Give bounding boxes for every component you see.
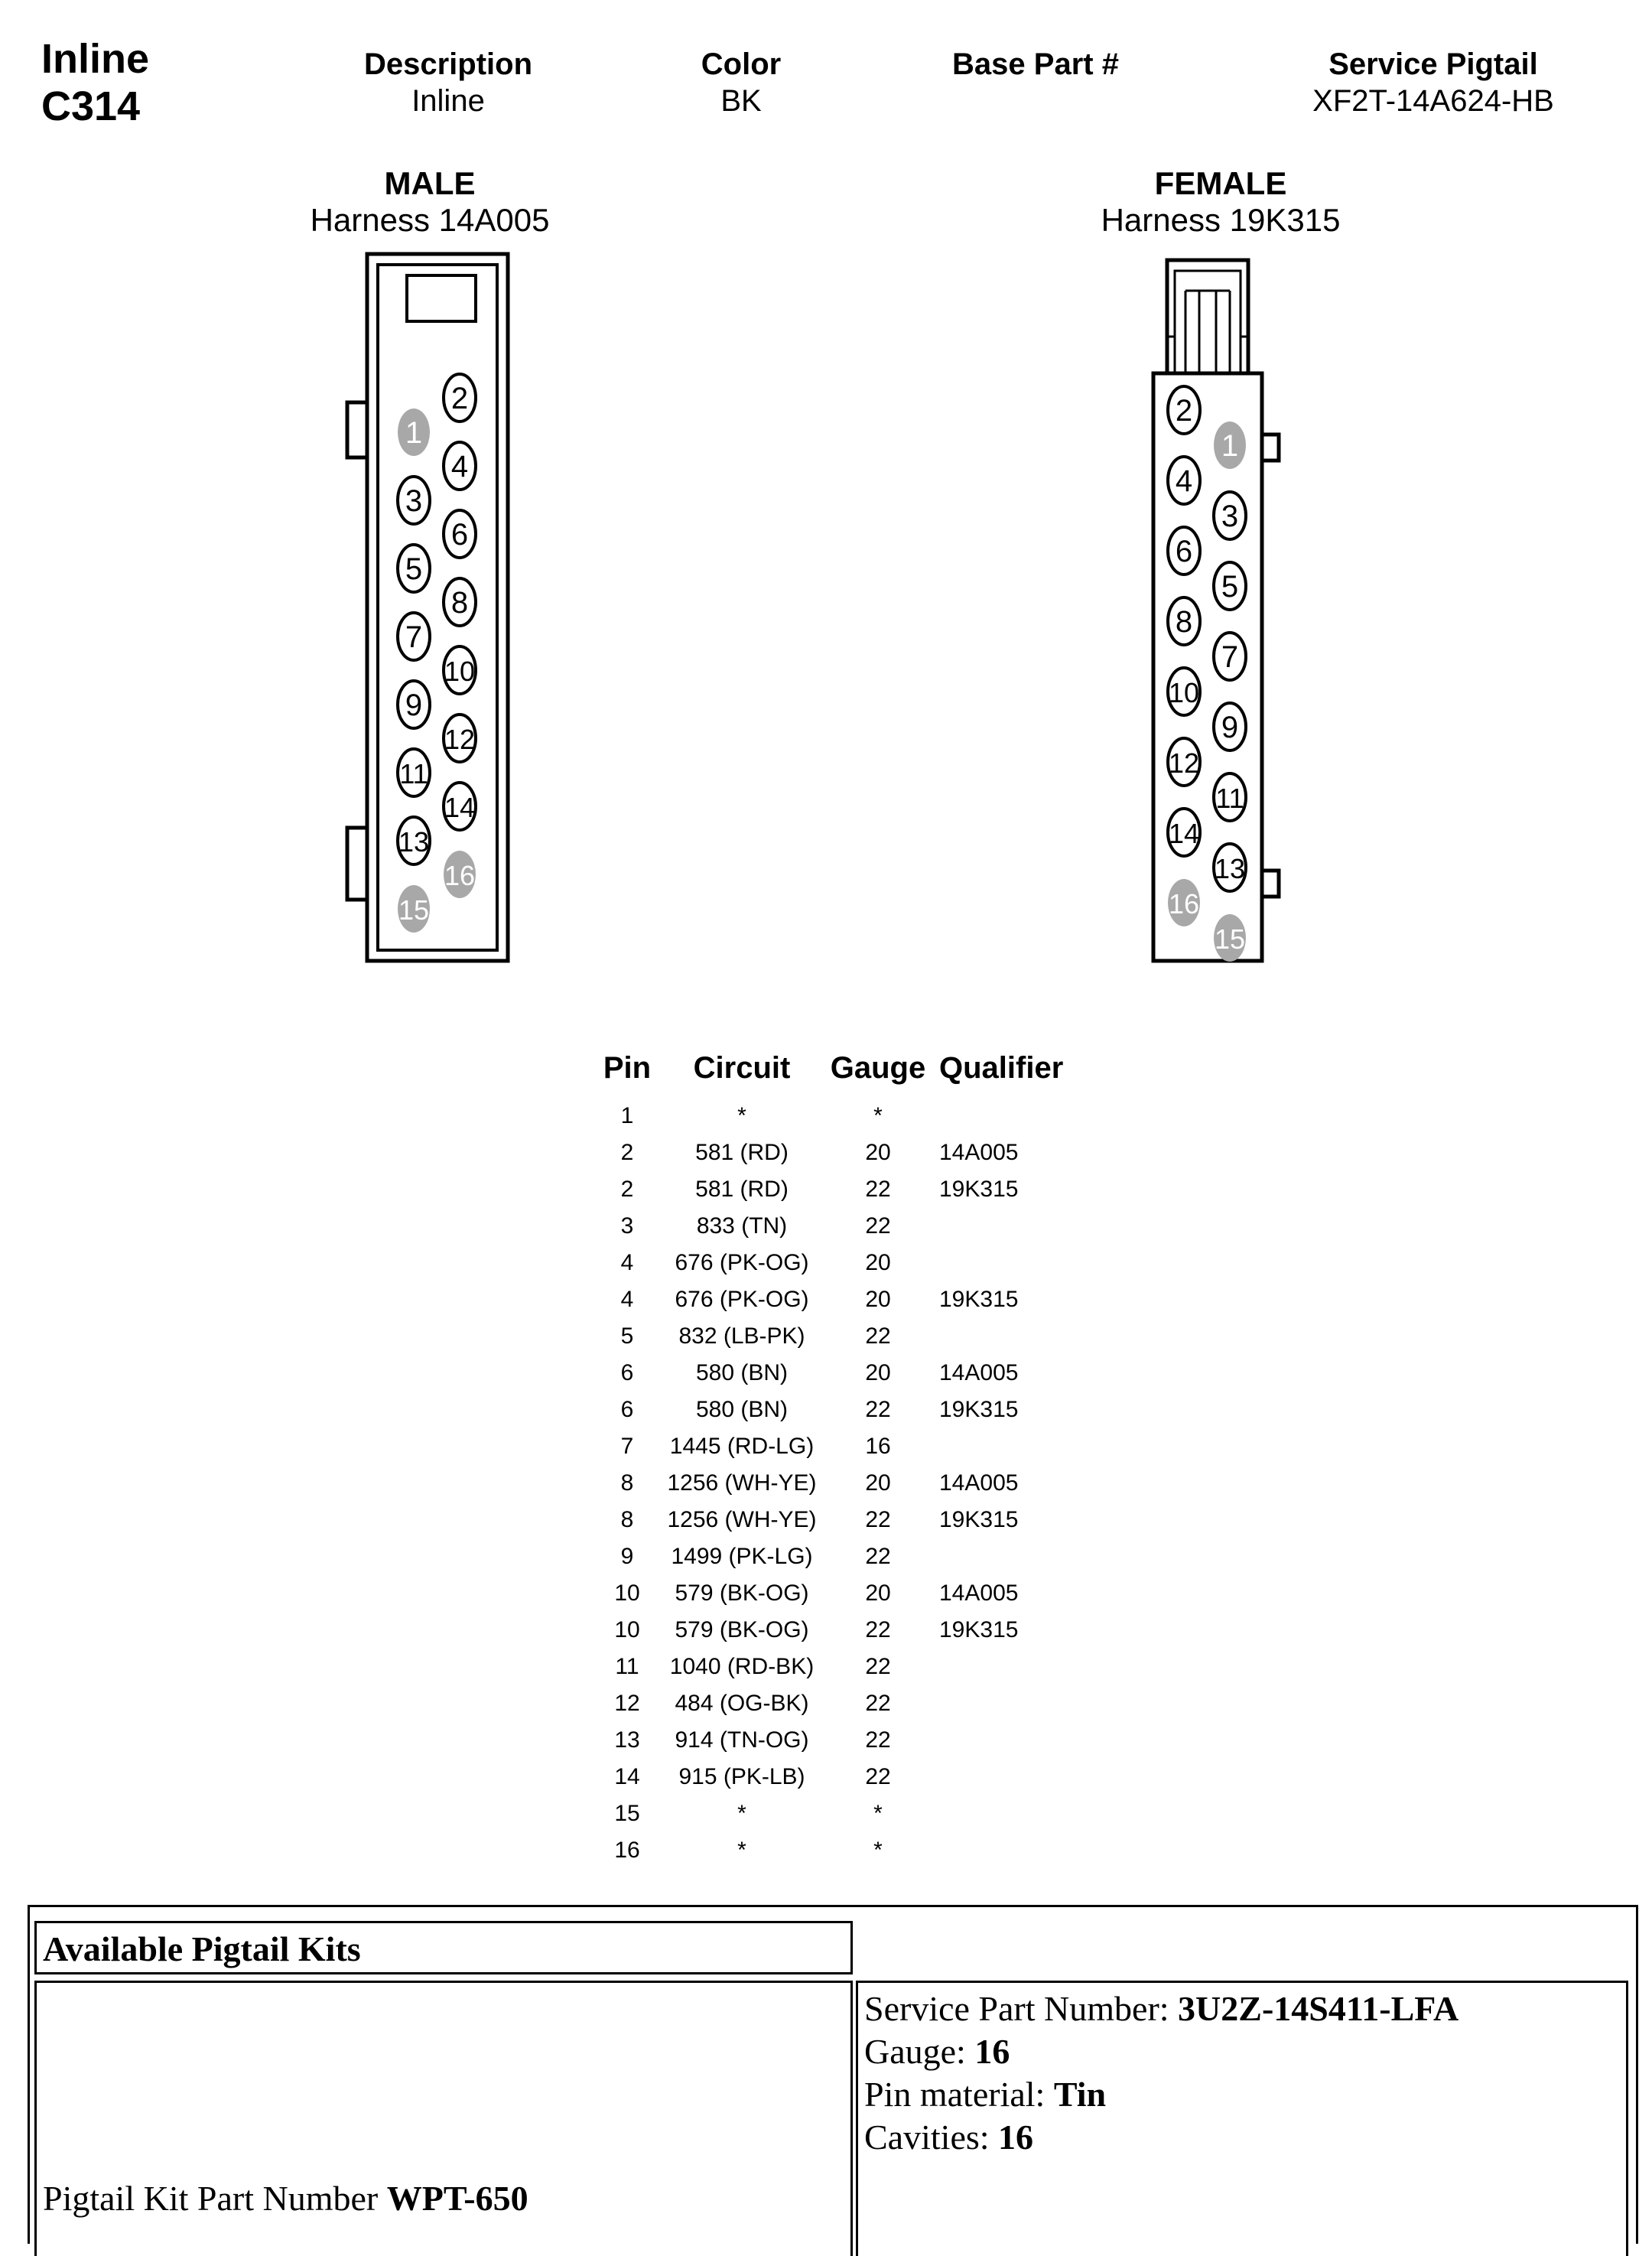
gauge-cell: 22 (865, 1617, 891, 1642)
female-cavity-label: 4 (1175, 464, 1193, 498)
male-connector-diagram (337, 245, 535, 972)
female-harness: Harness 19K315 (1101, 202, 1341, 238)
male-cavity-1 (398, 409, 430, 456)
circuit-cell: * (737, 1103, 746, 1128)
circuit-cell: * (737, 1801, 746, 1826)
pin-cell: 14 (614, 1764, 640, 1789)
female-cavity-label: 12 (1168, 747, 1200, 779)
male-cavity-16 (444, 851, 476, 898)
female-cavity-label: 11 (1215, 783, 1244, 814)
female-cavity-13 (1214, 844, 1246, 891)
gauge-cell: 22 (865, 1323, 891, 1349)
female-connector-label (1022, 165, 1419, 239)
pin-cell: 1 (620, 1103, 634, 1128)
female-cavity-7 (1214, 633, 1246, 680)
service-part-number: Service Part Number: 3U2Z-14S411-LFA (864, 1989, 1459, 2028)
circuit-cell: 833 (TN) (696, 1213, 788, 1239)
gauge-cell: 22 (865, 1764, 891, 1789)
male-cavity-label: 15 (398, 894, 430, 926)
pin-header: Pin (603, 1051, 652, 1085)
circuit-cell: 580 (BN) (695, 1360, 789, 1385)
gauge-cell: 20 (865, 1581, 891, 1606)
qualifier-cell: 19K315 (939, 1507, 1019, 1532)
male-cavity-label: 1 (405, 416, 423, 450)
female-cavity-1 (1214, 422, 1246, 469)
male-cavity-label: 7 (405, 620, 423, 654)
circuit-cell: 676 (PK-OG) (675, 1250, 809, 1275)
circuit-header: Circuit (693, 1051, 791, 1085)
color-value: BK (720, 84, 762, 118)
gauge-cell: 22 (865, 1727, 891, 1753)
kit-gauge: Gauge: 16 (864, 2032, 1010, 2071)
female-connector-diagram (1137, 245, 1335, 972)
gauge-cell: * (873, 1801, 883, 1826)
female-cavity-9 (1214, 703, 1246, 750)
kit-label: Pigtail Kit Part Number (43, 2179, 379, 2218)
male-cavity-label: 8 (450, 586, 469, 620)
female-cavity-2 (1168, 386, 1200, 434)
male-cavity-label: 10 (444, 656, 476, 687)
pin-cell: 7 (620, 1434, 634, 1459)
pin-cell: 9 (620, 1544, 634, 1569)
female-gender: FEMALE (1154, 165, 1287, 201)
qualifier-cell: 19K315 (939, 1287, 1019, 1312)
circuit-cell: 580 (BN) (695, 1397, 789, 1422)
male-cavity-13 (398, 817, 430, 864)
pin-cell: 3 (620, 1213, 634, 1239)
header-base-part (837, 46, 1234, 83)
female-cavity-label: 5 (1221, 570, 1239, 604)
pigtail-kit-part-number (43, 2177, 528, 2220)
qualifier-cell: 14A005 (939, 1140, 1019, 1165)
pin-cell: 2 (620, 1177, 634, 1202)
female-cavity-label: 14 (1168, 818, 1200, 849)
gauge-cell: * (873, 1103, 883, 1128)
female-cavity-5 (1214, 562, 1246, 610)
circuit-cell: 676 (PK-OG) (675, 1287, 809, 1312)
male-cavity-label: 13 (398, 826, 430, 858)
male-cavity-2 (444, 374, 476, 422)
circuit-cell: 1499 (PK-LG) (671, 1544, 813, 1569)
male-cavity-6 (444, 510, 476, 558)
qualifier-cell: 19K315 (939, 1617, 1019, 1642)
circuit-cell: 579 (BK-OG) (675, 1617, 809, 1642)
connector-title (41, 35, 149, 130)
pin-cell: 10 (614, 1617, 640, 1642)
male-cavity-label: 5 (405, 552, 423, 586)
female-cavities (1168, 386, 1246, 962)
gauge-cell: 22 (865, 1397, 891, 1422)
circuit-cell: 1256 (WH-YE) (667, 1507, 817, 1532)
circuit-cell: 1445 (RD-LG) (669, 1434, 815, 1459)
gauge-cell: 22 (865, 1177, 891, 1202)
female-cavity-label: 7 (1221, 640, 1239, 674)
female-cavity-16 (1168, 879, 1200, 926)
circuit-cell: 914 (TN-OG) (675, 1727, 809, 1753)
service-part-box (856, 1981, 1628, 2256)
qualifier-cell: 14A005 (939, 1470, 1019, 1496)
female-cavity-label: 2 (1175, 394, 1193, 428)
pin-cell: 13 (614, 1727, 640, 1753)
qualifier-cell: 14A005 (939, 1360, 1019, 1385)
male-cavity-label: 6 (450, 518, 469, 552)
pigtail-kit-box (34, 1981, 853, 2256)
male-gender: MALE (384, 165, 476, 201)
gauge-cell: 22 (865, 1213, 891, 1239)
male-cavity-label: 11 (399, 758, 428, 789)
female-cavity-label: 10 (1168, 677, 1200, 708)
qualifier-cell: 19K315 (939, 1177, 1019, 1202)
female-cavity-11 (1214, 773, 1246, 821)
female-cavity-12 (1168, 738, 1200, 786)
pin-cell: 4 (620, 1250, 634, 1275)
pin-cell: 12 (614, 1691, 640, 1716)
gauge-cell: 20 (865, 1360, 891, 1385)
female-cavity-8 (1168, 597, 1200, 645)
circuit-cell: 1040 (RD-BK) (669, 1654, 815, 1679)
female-cavity-label: 1 (1221, 429, 1239, 463)
female-cavity-label: 13 (1214, 853, 1246, 884)
male-connector-label (231, 165, 629, 239)
color-label: Color (701, 47, 782, 81)
pigtail-kits-panel (28, 1905, 1638, 2244)
kit-cavities: Cavities: 16 (864, 2118, 1034, 2157)
female-cavity-15 (1214, 914, 1246, 962)
qualifier-header: Qualifier (939, 1051, 1064, 1085)
header-service-pigtail (1234, 46, 1632, 119)
connector-type: Inline (41, 36, 150, 82)
qualifier-cell: 19K315 (939, 1397, 1019, 1422)
gauge-cell: 20 (865, 1287, 891, 1312)
pin-cell: 8 (620, 1470, 634, 1496)
gauge-cell: 20 (865, 1250, 891, 1275)
service-pigtail-label: Service Pigtail (1328, 47, 1538, 81)
female-cavity-label: 8 (1175, 605, 1193, 639)
base-part-label: Base Part # (952, 47, 1119, 81)
male-cavity-8 (444, 578, 476, 626)
circuit-cell: 484 (OG-BK) (675, 1691, 809, 1716)
female-cavity-label: 16 (1168, 888, 1200, 920)
pin-cell: 10 (614, 1581, 640, 1606)
circuit-cell: 581 (RD) (695, 1177, 789, 1202)
circuit-cell: 832 (LB-PK) (678, 1323, 805, 1349)
male-cavity-15 (398, 885, 430, 933)
pin-cell: 5 (620, 1323, 634, 1349)
male-cavity-12 (444, 715, 476, 762)
circuit-cell: 915 (PK-LB) (678, 1764, 805, 1789)
male-cavity-7 (398, 613, 430, 660)
service-pigtail-value: XF2T-14A624-HB (1312, 84, 1554, 118)
circuit-cell: 1256 (WH-YE) (667, 1470, 817, 1496)
male-cavity-9 (398, 681, 430, 728)
gauge-cell: 22 (865, 1691, 891, 1716)
male-harness: Harness 14A005 (310, 202, 550, 238)
male-cavity-14 (444, 783, 476, 830)
gauge-cell: 16 (865, 1434, 891, 1459)
pin-cell: 11 (615, 1654, 639, 1679)
description-value: Inline (411, 84, 485, 118)
male-cavity-3 (398, 477, 430, 524)
male-cavity-label: 9 (405, 689, 423, 722)
circuit-cell: * (737, 1838, 746, 1863)
kit-number: WPT-650 (386, 2179, 528, 2218)
female-cavity-label: 3 (1221, 500, 1239, 533)
male-cavity-label: 14 (444, 792, 476, 823)
male-cavity-4 (444, 442, 476, 490)
male-cavity-label: 2 (450, 382, 469, 415)
gauge-cell: 22 (865, 1507, 891, 1532)
female-cavity-14 (1168, 809, 1200, 856)
gauge-cell: 22 (865, 1654, 891, 1679)
pigtail-kits-title: Available Pigtail Kits (43, 1929, 361, 1968)
pin-cell: 6 (620, 1397, 634, 1422)
gauge-cell: * (873, 1838, 883, 1863)
male-cavity-10 (444, 646, 476, 694)
circuit-cell: 579 (BK-OG) (675, 1581, 809, 1606)
female-cavity-label: 9 (1221, 711, 1239, 744)
service-part-details (864, 1987, 1459, 2159)
female-cavity-4 (1168, 457, 1200, 504)
pin-cell: 16 (614, 1838, 640, 1863)
male-cavity-5 (398, 545, 430, 592)
description-label: Description (363, 47, 533, 81)
female-cavity-6 (1168, 527, 1200, 575)
qualifier-cell: 14A005 (939, 1581, 1019, 1606)
gauge-cell: 22 (865, 1544, 891, 1569)
gauge-cell: 20 (865, 1470, 891, 1496)
male-cavities (398, 374, 476, 933)
connector-id: C314 (41, 83, 141, 129)
pigtail-kits-title-box (34, 1921, 853, 1974)
gauge-cell: 20 (865, 1140, 891, 1165)
circuit-cell: 581 (RD) (695, 1140, 789, 1165)
pin-cell: 8 (620, 1507, 634, 1532)
male-cavity-11 (398, 749, 430, 796)
female-cavity-3 (1214, 492, 1246, 539)
gauge-header: Gauge (830, 1051, 926, 1085)
male-cavity-label: 4 (450, 450, 469, 483)
pin-cell: 6 (620, 1360, 634, 1385)
kit-pin-material: Pin material: Tin (864, 2075, 1107, 2114)
pin-cell: 4 (620, 1287, 634, 1312)
male-cavity-label: 3 (405, 484, 423, 518)
pin-cell: 2 (620, 1140, 634, 1165)
pin-cell: 15 (614, 1801, 640, 1826)
male-cavity-label: 12 (444, 724, 476, 755)
female-cavity-label: 15 (1214, 923, 1246, 955)
female-cavity-10 (1168, 668, 1200, 715)
male-cavity-label: 16 (444, 860, 476, 891)
female-cavity-label: 6 (1175, 535, 1193, 568)
